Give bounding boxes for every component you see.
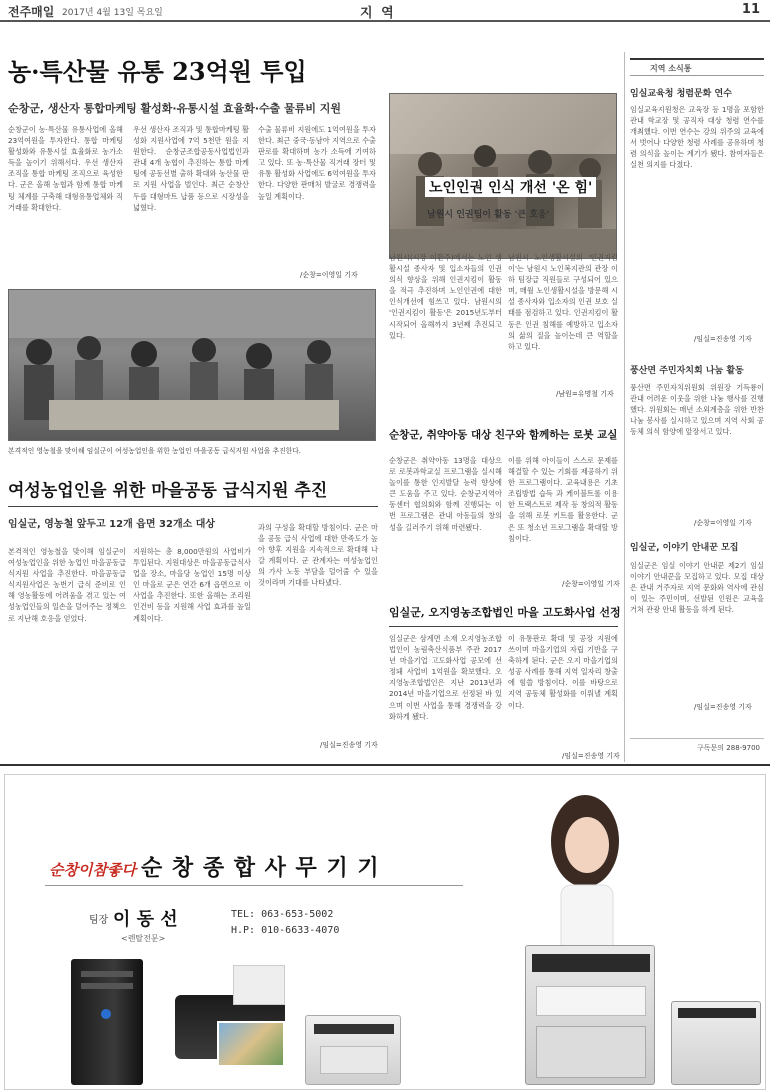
side-item1-text: 임실교육지원청은 교육장 등 1명을 포함한 관내 학교장 및 공직자 대상 청렴 연수를 개최했다. 이번 연수는 강의 위주의 교육에서 벗어나 다양한 청렴 사례를 공유하며 청렴 의식을 높이는 계기가 됐다. 참여자들은 실천 의지를 다졌다. bbox=[630, 105, 764, 170]
maeul-col3 bbox=[258, 522, 378, 737]
side-item3-byline: /임실=진송영 기자 bbox=[694, 703, 752, 711]
main-col2 bbox=[133, 124, 249, 284]
subscription-text: 구독문의 288-9700 bbox=[697, 744, 760, 752]
osi-col2 bbox=[508, 633, 618, 748]
subscription-footer bbox=[630, 738, 764, 756]
robot-col1-text: 순창군은 취약아동 13명을 대상으로 로봇과학교실 프로그램을 실시해 놀이를 통한 인지발달 능력 향상에 큰 도움을 주고 있다. 순창군지역아동센터 협의회와 함께 진행되는 이번 프로그램은 관내 아동들의 창의성을 길러주기 위해 마련됐다. bbox=[389, 456, 502, 532]
side-item1-body bbox=[630, 104, 764, 329]
section-title: 지 역 bbox=[360, 6, 396, 21]
osi-col2-text: 이 유통판로 확대 및 공장 지원에 쓰이며 마을기업의 자립 기반을 구축하게 된다. 군은 오지 마을기업의 성공 사례를 통해 지역 일자리 창출에 힘쓸 방침이다. 이를 바탕으로 지역 공동체 활성화를 이뤄낼 계획이다. bbox=[508, 634, 618, 710]
osi-col1 bbox=[389, 633, 502, 753]
page-header bbox=[0, 0, 770, 22]
ad-manager-label: 팀장 bbox=[89, 915, 109, 926]
ad-manager-sub: <렌탈전문> bbox=[121, 934, 166, 943]
side-item2-text: 풍산면 주민자치위원회 위원장 기득룡이 관내 어려운 이웃을 위한 나눔 행사를 진행했다. 위원회는 매년 소외계층을 위한 반찬 나눔 봉사를 실시하고 있으며 지역 사회 공동체 의식 함양에 앞장서고 있다. bbox=[630, 383, 764, 437]
robot-headline: 순창군, 취약아동 대상 친구와 함께하는 로봇 교실 bbox=[389, 429, 618, 441]
main-col1-text: 순창군이 농·특산물 유통사업에 올해 23억여원을 투자한다. 통합 마케팅 활성화와 유통시설 효율화로 농가소득을 높이기 위해서다. 우선 생산자 조직을 통합 마케팅 조직으로 육성한다. 군은 올해 농협과 함께 통합 마케팅 체계를 구축해 대형유통업체와 직거래를 확대한다. bbox=[8, 125, 123, 212]
side-item1-title: 임실교육청 청렴문화 연수 bbox=[630, 89, 732, 99]
inkwon-col2 bbox=[508, 252, 618, 387]
inkwon-col2-text: 남원시 노인생활시설의 '인권지킴이'는 남원시 노인복지관의 관장 이하 팀장급 직원들로 구성되어 있으며, 매월 노인생활시설을 방문해 시설 종사자와 입소자의 인권 보호 실태를 점검하고 있다. 인권지킴이 활동은 인권 침해를 예방하고 입소자의 삶의 질을 높이는데 큰 역할을 하고 있다. bbox=[508, 253, 618, 351]
ad-hp: H.P: 010-6633-4070 bbox=[231, 925, 340, 936]
side-item2-title: 풍산면 주민자치회 나눔 활동 bbox=[630, 366, 744, 376]
issue-date: 2017년 4월 13일 목요일 bbox=[62, 8, 163, 18]
meal-photo bbox=[8, 289, 376, 441]
copier-image bbox=[525, 945, 655, 1085]
meal-photo-caption: 본격적인 영농철을 맞이해 임실군이 여성농업인을 위한 농업인 마을공동 급식지원 사업을 추진한다. bbox=[8, 447, 301, 455]
maeul-col2-text: 지원하는 총 8,000만원의 사업비가 투입된다. 지원대상은 마을공동급식사업을 장소, 마을당 농업인 15명 이상인 마을로 군은 연간 6개 읍면으로 이 사업을 추진한다. 또한 올해는 조리원 인건비 등을 지원해 사업 효과를 높일 계획이다. bbox=[133, 547, 251, 623]
osi-col1-text: 임실군은 삼계면 소재 오지영농조합법인이 농림축산식품부 주관 2017년 마을기업 고도화사업 공모에 선정돼 사업비 1억원을 확보했다. 오지영농조합법인은 지난 2013년과 2014년 마을기업으로 선정된 바 있으며 이번 사업을 통해 경쟁력을 강화하게 됐다. bbox=[389, 634, 502, 721]
main-col2-text: 우선 생산자 조직과 및 통합마케팅 활성화 지원사업에 7억 5천만 원을 지원한다. 순창군조합공동사업법인과 관내 4개 농협이 추진하는 통합 마케팅에 공동선별 출하 확대와 농산물 판로 지원 사업을 벌인다. 최근 순창산 두릅 대형마트 납품 등으로 시장성을 넓혔다. bbox=[133, 125, 249, 212]
ad-title-rule bbox=[45, 885, 463, 886]
main-byline: /순창=이영일 기자 bbox=[300, 271, 358, 279]
inkwon-col1 bbox=[389, 252, 502, 397]
inkwon-headline: 노인인권 인식 개선 '온 힘' bbox=[425, 177, 596, 197]
page-number: 11 bbox=[741, 2, 760, 17]
printed-photo-image bbox=[217, 1021, 285, 1067]
maeul-col1 bbox=[8, 546, 126, 756]
paper-name: 전주매일 bbox=[8, 5, 55, 19]
main-col1 bbox=[8, 124, 123, 284]
osi-byline: /임실=진송영 기자 bbox=[562, 752, 620, 760]
sidebar-header bbox=[630, 58, 764, 76]
computer-tower-image bbox=[71, 959, 143, 1085]
side-item2-byline: /순창=이영일 기자 bbox=[694, 519, 752, 527]
maeul-col2 bbox=[133, 546, 251, 756]
maeul-col1-text: 본격적인 영농철을 맞이해 임실군이 여성농업인을 위한 농업인 마을공동급식지원 사업을 추진한다. 마을공동급식지원사업은 농번기 급식 준비로 인해 영농활동에 어려움을 겪고 있는 여성농업인들의 일손을 덜어주는 정책으로 지난해 호응을 얻었다. bbox=[8, 547, 126, 623]
main-col3-text: 수출 물류비 지원에도 1억여원을 투자한다. 최근 중국·동남아 지역으로 수출 판로를 확대하며 농가 소득에 기여하고 있다. 또 농·특산물 직거래 장터 및 유통 활성화 사업에도 6억여원을 투자한다. 다양한 판매처 발굴로 경쟁력을 높일 계획이다. bbox=[258, 125, 376, 201]
small-printer-image bbox=[671, 1001, 761, 1085]
main-subhead: 순창군, 생산자 통합마케팅 활성화·유통시설 효율화·수출 물류비 지원 bbox=[8, 102, 342, 115]
side-item3-title: 임실군, 이야기 안내꾼 모집 bbox=[630, 543, 739, 553]
advertisement bbox=[4, 774, 766, 1090]
ad-tel: TEL: 063-653-5002 bbox=[231, 909, 334, 920]
sidebar-divider bbox=[624, 52, 625, 762]
robot-col1 bbox=[389, 455, 502, 585]
side-item3-body bbox=[630, 560, 764, 700]
inkwon-col1-text: 남원시(시장 이환주)에서는 노인 생활시설 종사자 및 입소자들의 인권의식 향상을 위해 인권지킴이 활동을 적극 추진하며 노인인권에 대한 인식개선에 힘쓰고 있다. 남원시의 '인권지킴이 활동'은 2015년도부터 시작되어 올해까지 3년째 추진되고 있다. bbox=[389, 253, 502, 340]
inkwon-byline: /남원=유명철 기자 bbox=[556, 390, 614, 398]
maeul-subhead: 임실군, 영농철 앞두고 12개 읍면 32개소 대상 bbox=[8, 519, 216, 530]
laser-printer-image bbox=[305, 1015, 401, 1085]
side-item2-body bbox=[630, 382, 764, 512]
side-item3-text: 임실군은 임실 이야기 안내꾼 제2기 임실 이야기 안내꾼을 모집하고 있다. 모집 대상은 관내 거주자로 지역 문화와 역사에 관심이 있는 주민이며, 선발된 인원은 교육을 거쳐 관광 안내 활동을 하게 된다. bbox=[630, 561, 764, 615]
maeul-headline: 여성농업인을 위한 마을공동 급식지원 추진 bbox=[8, 481, 328, 501]
osi-rule bbox=[389, 626, 618, 627]
main-headline: 농·특산물 유통 23억원 투입 bbox=[8, 57, 307, 86]
maeul-rule bbox=[8, 506, 378, 507]
ad-logo-text: 순창이참좋다 bbox=[49, 861, 136, 879]
sidebar-section-label: 지역 소식통 bbox=[650, 64, 692, 73]
robot-col2 bbox=[508, 455, 618, 575]
main-col3 bbox=[258, 124, 376, 274]
inkwon-subhead: 남원시 인권팀이 활동 '큰 호응' bbox=[427, 210, 550, 220]
ad-manager-name: 이 동 선 bbox=[113, 909, 178, 930]
maeul-byline: /임실=진송영 기자 bbox=[320, 741, 378, 749]
ad-top-border bbox=[0, 764, 770, 766]
ad-logo bbox=[49, 859, 136, 880]
robot-col2-text: 이를 위해 아이들이 스스로 문제를 해결할 수 있는 기회를 제공하기 위한 프로그램이다. 교육내용은 기초 조립방법 습득 과 케이블트롤 이용한 트랙스트로 제작 등 창의적 활동을 위해 로봇 키트를 활용한다. 군은 또 청소년 프로그램을 확대할 방침이다. bbox=[508, 456, 618, 543]
ad-title: 순 창 종 합 사 무 기 기 bbox=[141, 855, 380, 881]
side-item1-byline: /임실=진송영 기자 bbox=[694, 335, 752, 343]
robot-byline: /순창=이영일 기자 bbox=[562, 580, 620, 588]
osi-headline: 임실군, 오지영농조합법인 마을 고도화사업 선정 bbox=[389, 606, 621, 619]
maeul-col3-text: 과의 구성을 확대할 방침이다. 군은 마을 공동 급식 사업에 대한 만족도가 높아 향후 지원을 지속적으로 확대해 나갈 계획이다. 군 관계자는 여성농업인의 가사 노동 부담을 덜어줄 수 있을 것이라며 기대를 나타냈다. bbox=[258, 523, 378, 588]
meal-photo-figures bbox=[9, 290, 376, 441]
